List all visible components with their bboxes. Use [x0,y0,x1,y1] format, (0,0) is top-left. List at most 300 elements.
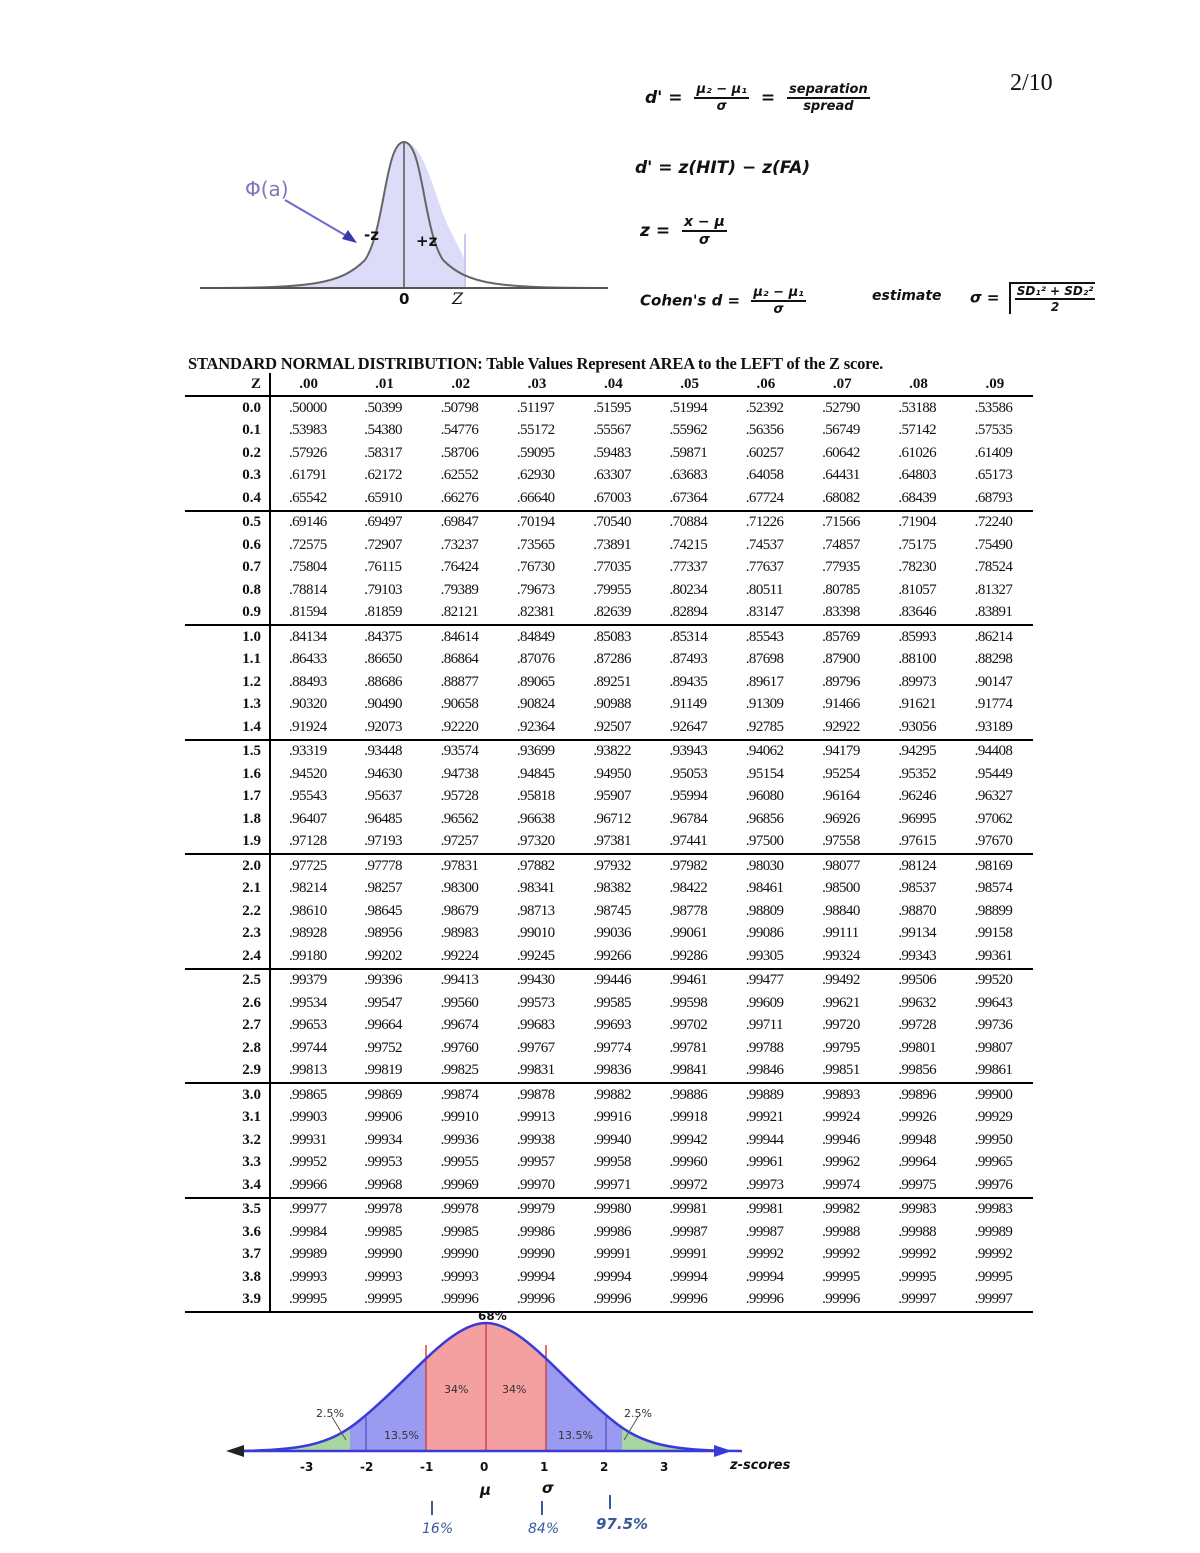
probability-cell: .64803 [898,467,937,484]
probability-cell: .91924 [289,718,327,735]
probability-cell: .99461 [651,969,727,993]
sigma-label: σ [542,1479,554,1497]
probability-cell: .99886 [651,1083,727,1107]
table-row [185,671,1033,694]
probability-cell: .71904 [880,511,956,535]
z-value-cell: 1.9 [185,831,270,855]
table-row [185,763,1033,786]
table-row [185,1152,1033,1175]
probability-cell: .99795 [822,1039,860,1056]
probability-cell: .99931 [289,1131,327,1148]
probability-cell: .99379 [270,969,346,993]
probability-cell: .99936 [440,1131,479,1148]
probability-cell: .59871 [669,444,708,461]
probability-cell: .96712 [593,810,631,827]
probability-cell: .99989 [974,1223,1013,1240]
probability-cell: .89435 [669,673,708,690]
probability-cell: .83646 [898,604,937,621]
probability-cell: .94179 [804,740,880,764]
probability-cell: .94408 [957,740,1033,764]
empirical-rule-figure [220,1305,830,1545]
z-value-cell: 3.2 [185,1129,270,1152]
probability-cell: .93189 [974,718,1013,735]
probability-cell: .99957 [516,1154,555,1171]
probability-cell: .99506 [880,969,956,993]
table-row [185,511,1033,535]
probability-cell: .88298 [974,651,1013,668]
probability-cell: .99910 [440,1109,479,1126]
probability-cell: .99996 [423,1289,499,1313]
z-value-cell: 2.2 [185,900,270,923]
probability-cell: .67003 [593,489,631,506]
z-value-cell: 3.3 [185,1152,270,1175]
probability-cell: .81057 [898,581,937,598]
probability-cell: .79389 [440,581,479,598]
probability-cell: .97558 [822,833,860,850]
probability-cell: .99609 [745,994,784,1011]
probability-cell: .62930 [516,467,555,484]
probability-cell: .98169 [957,854,1033,878]
column-header: .08 [880,373,956,396]
probability-cell: .78230 [898,559,937,576]
probability-cell: .96562 [440,810,479,827]
probability-cell: .83398 [822,604,860,621]
probability-cell: .99973 [745,1176,784,1193]
probability-cell: .87076 [516,651,555,668]
probability-cell: .91774 [974,696,1013,713]
probability-cell: .94845 [516,765,555,782]
probability-cell: .70540 [575,511,651,535]
probability-cell: .98077 [804,854,880,878]
probability-cell: .84614 [423,625,499,649]
probability-cell: .84849 [499,625,575,649]
left-tail-region [220,1305,350,1455]
z-value-cell: 0.0 [185,396,270,420]
probability-cell: .56749 [822,422,860,439]
probability-cell: .99856 [898,1062,937,1079]
probability-cell: .96784 [669,810,708,827]
z-numerator: x − μ [683,214,725,230]
probability-cell: .99995 [346,1289,422,1313]
probability-cell: .89973 [898,673,937,690]
probability-cell: .99946 [822,1131,860,1148]
probability-cell: .99878 [499,1083,575,1107]
probability-cell: .99996 [804,1289,880,1313]
table-row [185,1174,1033,1198]
probability-cell: .96485 [364,810,402,827]
probability-cell: .99938 [516,1131,555,1148]
separation-text: separation [789,82,868,97]
probability-cell: .99781 [669,1039,708,1056]
probability-cell: .99305 [745,947,784,964]
probability-cell: .99955 [440,1154,479,1171]
probability-cell: .99547 [364,994,402,1011]
probability-cell: .99997 [957,1289,1033,1313]
mu-label: μ [480,1481,492,1499]
axis-label: z-scores [730,1458,791,1473]
z-value-cell: 3.8 [185,1266,270,1289]
probability-cell: .56356 [745,422,784,439]
probability-cell: .76730 [516,559,555,576]
table-row [185,900,1033,923]
probability-cell: .98500 [822,880,860,897]
z-value-cell: 2.9 [185,1060,270,1084]
plus-z-label: +z [416,232,438,250]
probability-cell: .95907 [593,788,631,805]
z-value-cell: 2.4 [185,945,270,969]
probability-cell: .91466 [822,696,860,713]
estimate-label: estimate [872,288,942,304]
probability-cell: .78524 [974,559,1013,576]
z-value-cell: 0.8 [185,579,270,602]
probability-cell: .75804 [289,559,327,576]
probability-cell: .57926 [289,444,327,461]
dprime-equals: = [760,88,776,108]
probability-cell: .92220 [440,718,479,735]
z-value-cell: 1.0 [185,625,270,649]
probability-cell: .95994 [669,788,708,805]
table-row [185,602,1033,626]
probability-cell: .99995 [822,1268,860,1285]
probability-cell: .68793 [974,489,1013,506]
table-row [185,1221,1033,1244]
probability-cell: .99361 [974,947,1013,964]
probability-cell: .97257 [440,833,479,850]
probability-cell: .99396 [346,969,422,993]
table-row [185,649,1033,672]
probability-cell: .99841 [669,1062,708,1079]
shaded-left-area [200,142,465,288]
probability-cell: .92785 [745,718,784,735]
probability-cell: .59483 [593,444,631,461]
probability-cell: .99971 [593,1176,631,1193]
probability-cell: .62552 [440,467,479,484]
probability-cell: .99889 [728,1083,804,1107]
probability-cell: .99981 [728,1198,804,1222]
probability-cell: .97725 [270,854,346,878]
probability-cell: .99245 [516,947,555,964]
probability-cell: .97615 [898,833,937,850]
probability-cell: .99266 [593,947,631,964]
probability-cell: .98840 [822,902,860,919]
z-fraction [682,214,727,248]
probability-cell: .99286 [669,947,708,964]
probability-cell: .51197 [516,399,554,416]
table-row [185,557,1033,580]
table-row [185,1015,1033,1038]
tick-label: 1 [540,1460,549,1474]
probability-cell: .97932 [575,854,651,878]
probability-cell: .99492 [804,969,880,993]
tick-label: 3 [660,1460,669,1474]
probability-cell: .94950 [593,765,631,782]
probability-cell: .58706 [440,444,479,461]
table-row [185,534,1033,557]
probability-cell: .57142 [898,422,937,439]
probability-cell: .99413 [423,969,499,993]
probability-cell: .92364 [516,718,555,735]
probability-cell: .80785 [822,581,860,598]
probability-cell: .99958 [593,1154,631,1171]
probability-cell: .99430 [499,969,575,993]
probability-cell: .92073 [364,718,402,735]
probability-cell: .98422 [669,880,708,897]
probability-cell: .80511 [745,581,783,598]
probability-cell: .96407 [289,810,327,827]
z-value-cell: 2.0 [185,854,270,878]
probability-cell: .99987 [669,1223,708,1240]
probability-cell: .95728 [440,788,479,805]
probability-cell: .99978 [423,1198,499,1222]
probability-cell: .99953 [364,1154,402,1171]
probability-cell: .98382 [593,880,631,897]
probability-cell: .99851 [822,1062,860,1079]
probability-cell: .90490 [364,696,402,713]
probability-cell: .86864 [440,651,479,668]
probability-cell: .99664 [364,1017,402,1034]
probability-cell: .69497 [346,511,422,535]
probability-cell: .99996 [499,1289,575,1313]
dprime-denominator: σ [716,99,727,114]
note-16-percent: 16% [422,1521,454,1537]
probability-cell: .99836 [593,1062,631,1079]
probability-cell: .99983 [880,1198,956,1222]
z-value-cell: 2.7 [185,1015,270,1038]
sigma-denominator: 2 [1050,300,1060,314]
table-row [185,716,1033,740]
probability-cell: .81327 [974,581,1013,598]
probability-cell: .99961 [745,1154,784,1171]
probability-cell: .53586 [974,399,1013,416]
probability-cell: .99534 [289,994,327,1011]
z-denominator: σ [698,232,710,248]
probability-cell: .98257 [364,880,402,897]
probability-cell: .99711 [745,1017,783,1034]
table-row [185,1037,1033,1060]
probability-cell: .99969 [440,1176,479,1193]
probability-cell: .76115 [364,559,402,576]
probability-cell: .60257 [745,444,784,461]
z-value-cell: 3.0 [185,1083,270,1107]
probability-cell: .99960 [669,1154,708,1171]
label-25-left: 2.5% [316,1407,344,1420]
probability-cell: .59095 [516,444,555,461]
sqrt-fraction [1009,282,1096,314]
probability-cell: .99996 [575,1289,651,1313]
z-value-cell: 3.9 [185,1289,270,1313]
probability-cell: .96638 [516,810,555,827]
probability-cell: .99520 [957,969,1033,993]
probability-cell: .99962 [822,1154,860,1171]
z-value-cell: 2.1 [185,878,270,901]
z-value-cell: 2.6 [185,992,270,1015]
tick-label: -1 [420,1460,434,1474]
table-row [185,1060,1033,1084]
probability-cell: .52392 [745,399,784,416]
right-tail-region [622,1305,752,1455]
probability-cell: .61026 [898,444,937,461]
probability-cell: .99874 [423,1083,499,1107]
probability-cell: .99086 [745,925,784,942]
probability-cell: .79673 [516,581,555,598]
probability-cell: .99992 [822,1246,860,1263]
minus-z-label: -z [364,226,379,244]
probability-cell: .99224 [440,947,479,964]
probability-cell: .70884 [651,511,727,535]
probability-cell: .94630 [364,765,402,782]
table-row [185,854,1033,878]
probability-cell: .97128 [289,833,327,850]
z-value-cell: 3.6 [185,1221,270,1244]
probability-cell: .99813 [289,1062,327,1079]
probability-cell: .97670 [974,833,1013,850]
probability-cell: .97500 [745,833,784,850]
probability-cell: .99774 [593,1039,631,1056]
probability-cell: .95254 [822,765,860,782]
probability-cell: .99736 [974,1017,1013,1034]
dprime-lhs: d' = [645,88,683,108]
probability-cell: .82121 [440,604,479,621]
probability-cell: .81594 [289,604,327,621]
z-value-cell: 2.8 [185,1037,270,1060]
probability-cell: .86214 [957,625,1033,649]
z-value-cell: 1.4 [185,716,270,740]
probability-cell: .68082 [822,489,860,506]
probability-cell: .98928 [289,925,327,942]
probability-cell: .65910 [364,489,402,506]
cohens-numerator: μ₂ − μ₁ [753,285,804,300]
probability-cell: .99965 [974,1154,1013,1171]
probability-cell: .99831 [516,1062,555,1079]
probability-cell: .99975 [898,1176,937,1193]
probability-cell: .77337 [669,559,708,576]
probability-cell: .99990 [364,1246,402,1263]
label-25-right: 2.5% [624,1407,652,1420]
probability-cell: .99598 [669,994,708,1011]
probability-cell: .99744 [289,1039,327,1056]
probability-cell: .95818 [516,788,555,805]
table-row [185,1129,1033,1152]
probability-cell: .95543 [289,788,327,805]
probability-cell: .61409 [974,444,1013,461]
z-table [185,373,1033,1313]
probability-cell: .98983 [440,925,479,942]
probability-cell: .99728 [898,1017,937,1034]
probability-cell: .89065 [516,673,555,690]
probability-cell: .99994 [669,1268,708,1285]
probability-cell: .74215 [669,536,708,553]
probability-cell: .99158 [974,925,1013,942]
probability-cell: .99942 [669,1131,708,1148]
label-34-left: 34% [444,1383,469,1396]
page-number: 2/10 [1010,70,1053,96]
table-row [185,808,1033,831]
probability-cell: .96856 [745,810,784,827]
probability-cell: .99993 [440,1268,479,1285]
probability-cell: .99683 [516,1017,555,1034]
probability-cell: .70194 [499,511,575,535]
dprime-numerator: μ₂ − μ₁ [696,82,747,97]
probability-cell: .88686 [364,673,402,690]
zero-label: 0 [399,290,410,308]
probability-cell: .98300 [440,880,479,897]
z-value-cell: 0.9 [185,602,270,626]
z-value-cell: 2.3 [185,923,270,946]
probability-cell: .75175 [898,536,937,553]
probability-cell: .83891 [974,604,1013,621]
probability-cell: .95053 [669,765,708,782]
probability-cell: .67724 [745,489,784,506]
table-row [185,579,1033,602]
table-row [185,442,1033,465]
probability-cell: .99988 [898,1223,937,1240]
probability-cell: .69146 [270,511,346,535]
probability-cell: .96164 [822,788,860,805]
probability-cell: .93943 [651,740,727,764]
probability-cell: .73891 [593,536,631,553]
probability-cell: .99995 [270,1289,346,1313]
probability-cell: .98341 [516,880,555,897]
probability-cell: .99801 [898,1039,937,1056]
probability-cell: .77935 [822,559,860,576]
probability-cell: .99825 [440,1062,479,1079]
probability-cell: .99974 [822,1176,860,1193]
probability-cell: .99180 [289,947,327,964]
probability-cell: .55567 [593,422,631,439]
probability-cell: .65542 [289,489,327,506]
table-row [185,878,1033,901]
probability-cell: .80234 [669,581,708,598]
probability-cell: .99948 [898,1131,937,1148]
label-135-left: 13.5% [384,1429,419,1442]
probability-cell: .99944 [745,1131,784,1148]
dprime-fraction [694,82,748,114]
probability-cell: .54380 [364,422,402,439]
z-label: Z [452,289,464,308]
probability-cell: .99994 [745,1268,784,1285]
z-lhs: z = [640,221,671,241]
axis-right-arrow [714,1445,732,1457]
column-header: .02 [423,373,499,396]
probability-cell: .98899 [974,902,1013,919]
z-value-cell: 3.5 [185,1198,270,1222]
probability-cell: .99621 [822,994,860,1011]
probability-cell: .71566 [804,511,880,535]
z-value-cell: 2.5 [185,969,270,993]
spread-text: spread [803,99,854,114]
probability-cell: .99995 [898,1268,937,1285]
probability-cell: .98713 [516,902,555,919]
probability-cell: .95154 [745,765,784,782]
table-row [185,1083,1033,1107]
column-header: .05 [651,373,727,396]
probability-cell: .72240 [957,511,1033,535]
probability-cell: .89796 [822,673,860,690]
probability-cell: .98870 [898,902,937,919]
probability-cell: .99972 [669,1176,708,1193]
table-row [185,831,1033,855]
label-68: 68% [478,1309,507,1323]
probability-cell: .99869 [346,1083,422,1107]
probability-cell: .99968 [364,1176,402,1193]
probability-cell: .95637 [364,788,402,805]
probability-cell: .51994 [669,399,708,416]
z-value-cell: 3.4 [185,1174,270,1198]
probability-cell: .50798 [440,399,479,416]
z-value-cell: 3.1 [185,1107,270,1130]
probability-cell: .99446 [575,969,651,993]
probability-cell: .64431 [822,467,860,484]
